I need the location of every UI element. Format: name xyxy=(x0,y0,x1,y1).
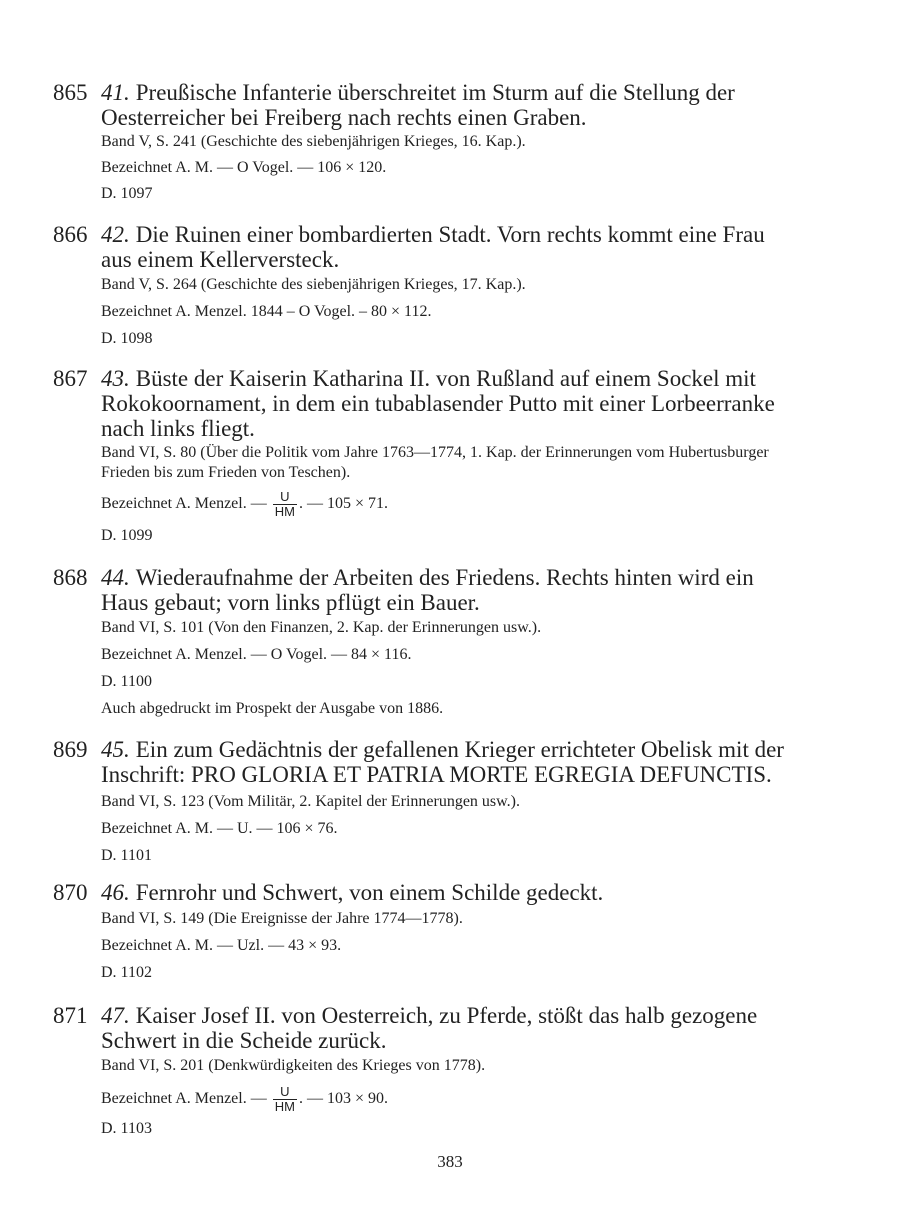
entry-d-number: D. 1099 xyxy=(101,527,153,544)
entry-d-number: D. 1103 xyxy=(101,1120,152,1137)
entry-subnumber: 43. xyxy=(101,366,130,391)
fraction-denominator: HM xyxy=(274,1099,295,1114)
entry-subnumber: 45. xyxy=(101,737,130,762)
fraction-numerator: U xyxy=(273,490,297,505)
entry-signature xyxy=(101,1085,821,1114)
monogram-fraction xyxy=(273,1085,297,1114)
entry-title xyxy=(101,1003,801,1053)
entry-number: 865 xyxy=(53,80,88,105)
entry-title-text: Fernrohr und Schwert, von einem Schilde gedeckt. xyxy=(135,880,604,905)
entry-title xyxy=(101,737,801,787)
entry-title-text: Kaiser Josef II. von Oesterreich, zu Pferde, stößt das halb gezogene Schwert in die Scheide zurück. xyxy=(101,1003,758,1053)
entry-subnumber: 41. xyxy=(101,80,130,105)
entry-signature: Bezeichnet A. M. — O Vogel. — 106 × 120. xyxy=(101,159,387,176)
entry-d-number: D. 1102 xyxy=(101,964,152,981)
entry-subnumber: 46. xyxy=(101,880,130,905)
entry-number: 868 xyxy=(53,565,88,590)
entry-signature xyxy=(101,490,821,519)
signature-prefix: Bezeichnet A. Menzel. — xyxy=(101,1090,267,1108)
entry-subnumber: 47. xyxy=(101,1003,130,1028)
entry-band: Band VI, S. 80 (Über die Politik vom Jahre 1763—1774, 1. Kap. der Erinnerungen vom Hubertusburger Frieden bis zum Frieden von Teschen). xyxy=(101,444,769,481)
entry-title xyxy=(101,366,801,441)
entry-number: 867 xyxy=(53,366,88,391)
entry-note: Auch abgedruckt im Prospekt der Ausgabe von 1886. xyxy=(101,700,444,717)
entry-title-text: Ein zum Gedächtnis der gefallenen Krieger errichteter Obelisk mit der Inschrift: PRO GLORIA ET PATRIA MORTE EGREGIA DEFUNCTIS. xyxy=(101,737,784,787)
entry-number: 870 xyxy=(53,880,88,905)
entry-band: Band VI, S. 101 (Von den Finanzen, 2. Kap. der Erinnerungen usw.). xyxy=(101,619,542,636)
entry-title xyxy=(101,80,801,130)
entry-number: 871 xyxy=(53,1003,88,1028)
entry-signature: Bezeichnet A. Menzel. 1844 – O Vogel. – 80 × 112. xyxy=(101,303,432,320)
entry-band: Band VI, S. 123 (Vom Militär, 2. Kapitel der Erinnerungen usw.). xyxy=(101,793,520,810)
entry-title-text: Büste der Kaiserin Katharina II. von Rußland auf einem Sockel mit Rokokoornament, in dem ein tubablasender Putto mit einer Lorbeerranke nach links fliegt. xyxy=(101,366,775,441)
entry-d-number: D. 1100 xyxy=(101,673,152,690)
signature-suffix: . — 105 × 71. xyxy=(298,495,388,513)
entry-number: 869 xyxy=(53,737,88,762)
signature-prefix: Bezeichnet A. Menzel. — xyxy=(101,495,267,513)
entry-band: Band VI, S. 201 (Denkwürdigkeiten des Krieges von 1778). xyxy=(101,1057,486,1074)
entry-signature: Bezeichnet A. Menzel. — O Vogel. — 84 × 116. xyxy=(101,646,412,663)
fraction-numerator: U xyxy=(273,1085,297,1100)
entry-d-number: D. 1098 xyxy=(101,330,153,347)
entry-signature: Bezeichnet A. M. — Uzl. — 43 × 93. xyxy=(101,937,342,954)
entry-subnumber: 42. xyxy=(101,222,130,247)
entry-band: Band VI, S. 149 (Die Ereignisse der Jahre 1774—1778). xyxy=(101,910,463,927)
entry-d-number: D. 1101 xyxy=(101,847,152,864)
fraction-denominator: HM xyxy=(274,504,295,519)
entry-title-text: Preußische Infanterie überschreitet im Sturm auf die Stellung der Oesterreicher bei Freiberg nach rechts einen Graben. xyxy=(101,80,735,130)
entry-subnumber: 44. xyxy=(101,565,130,590)
entry-title xyxy=(101,222,801,272)
entry-band: Band V, S. 241 (Geschichte des siebenjährigen Krieges, 16. Kap.). xyxy=(101,133,526,150)
entry-title-text: Die Ruinen einer bombardierten Stadt. Vorn rechts kommt eine Frau aus einem Kellerversteck. xyxy=(101,222,765,272)
entry-title xyxy=(101,565,801,615)
entry-signature: Bezeichnet A. M. — U. — 106 × 76. xyxy=(101,820,338,837)
entry-number: 866 xyxy=(53,222,88,247)
entry-band: Band V, S. 264 (Geschichte des siebenjährigen Krieges, 17. Kap.). xyxy=(101,276,526,293)
entry-d-number: D. 1097 xyxy=(101,185,153,202)
entry-title-text: Wiederaufnahme der Arbeiten des Friedens. Rechts hinten wird ein Haus gebaut; vorn links pflügt ein Bauer. xyxy=(101,565,754,615)
entry-title xyxy=(101,880,801,905)
signature-suffix: . — 103 × 90. xyxy=(298,1090,388,1108)
monogram-fraction xyxy=(273,490,297,519)
page-number: 383 xyxy=(437,1152,463,1171)
